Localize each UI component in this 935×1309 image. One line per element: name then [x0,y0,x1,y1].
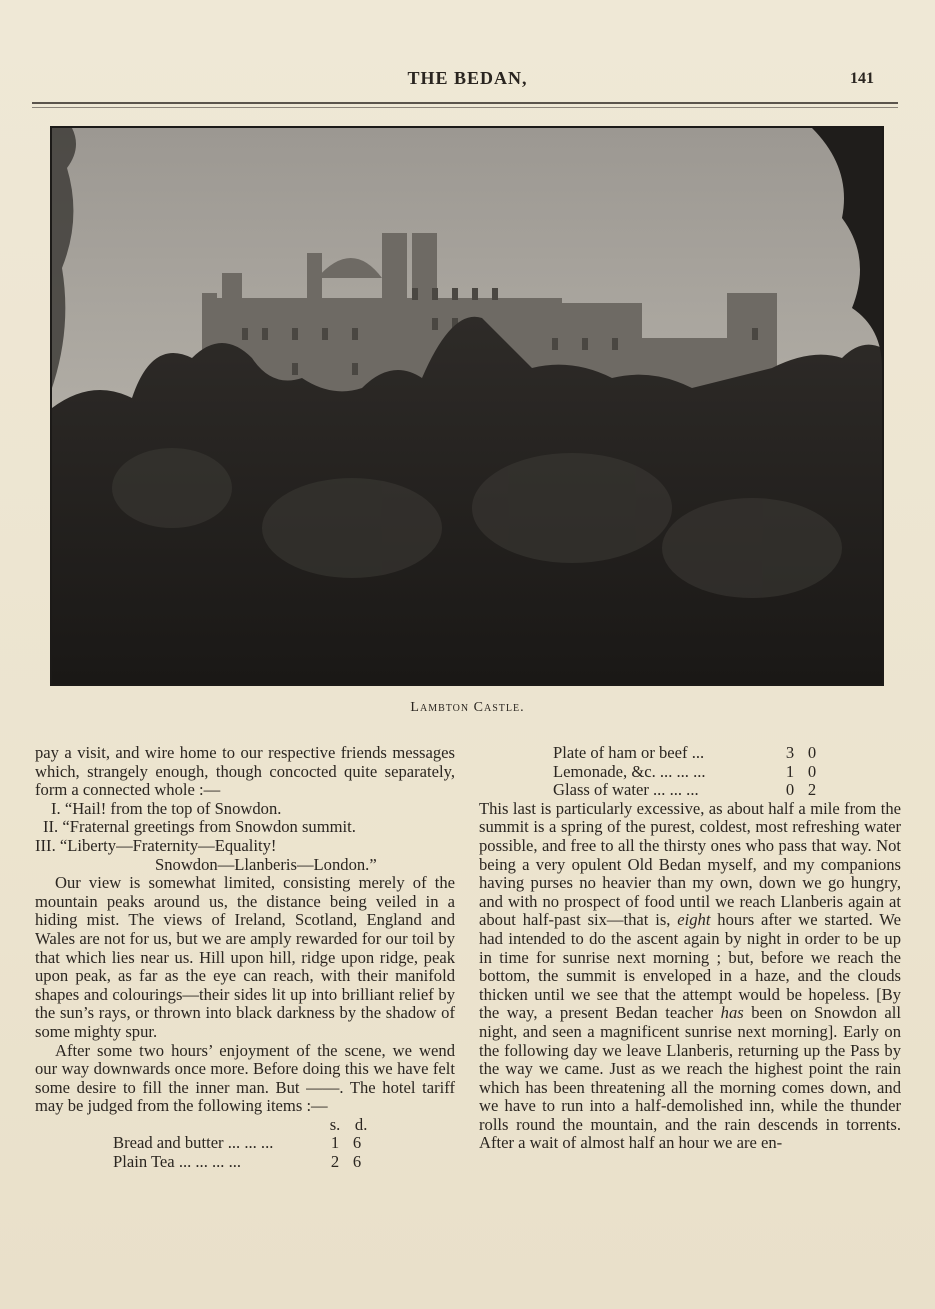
tariff-item: Bread and butter ... ... ... [113,1133,274,1153]
tariff-pence: 2 [807,780,817,800]
figure-caption: Lambton Castle. [410,700,525,715]
shillings-heading: s. [329,1114,341,1134]
tariff-pence: 6 [352,1133,362,1153]
header-rule [32,102,898,104]
tariff-row [479,781,901,800]
paragraph: After some two hours’ enjoyment of the scene, we wend our way downwards once more. Before doing this we have felt some desire to fill the inner man. But ——. The hotel tariff may be judged from the following items :— [35,1040,455,1116]
tariff-pence: 6 [352,1152,362,1172]
tariff-item: Plain Tea ... ... ... ... [113,1152,242,1172]
tariff-header [35,1116,455,1135]
list-item: III. “Liberty—Fraternity—Equality! [35,835,277,855]
tariff-item: Plate of ham or beef ... [553,743,705,762]
castle-photograph [50,126,884,686]
tariff-shillings: 1 [330,1133,340,1153]
tariff-shillings: 1 [785,761,795,781]
tariff-item: Glass of water ... ... ... [553,780,699,800]
list-item: I. “Hail! from the top of Snowdon. [51,798,282,818]
tariff-row [479,744,901,763]
tariff-item: Lemonade, &c. ... ... ... [553,761,706,781]
pence-heading: d. [354,1114,368,1134]
tariff-shillings: 3 [785,743,795,762]
paragraph: Our view is somewhat limited, consisting merely of the mountain peaks around us, the distance being veiled in a hiding mist. The views of Ireland, Scotland, England and Wales are not for us, but we are amply rewarded for our toil by that which lies near us. Hill upon hill, ridge upon ridge, peak upon peak, as far as the eye can reach, with their manifold shapes and colourings—their sides lit up into brilliant relief by the sun’s rays, or thrown into black darkness by the shadow of some mighty spur. [35,873,455,1041]
paragraph [479,800,901,1153]
paragraph: pay a visit, and wire home to our respective friends messages which, strangely enough, though concocted quite separately, form a connected whole :— [35,743,455,800]
tariff-row [479,763,901,782]
list-item: II. “Fraternal greetings from Snowdon summit. [43,817,356,837]
header-rule-thin [32,107,898,108]
emphasis-text: eight [677,910,711,930]
tariff-shillings: 0 [785,780,795,800]
right-column [479,744,901,1153]
text-run: hours after we started. We had intended to do the ascent again by night in order to be up in time for sunrise next morning ; but, before we reach the bottom, the summit is enveloped in a haze, and the clouds thicken until we see that the attempt would be hopeless. [By the way, a present Bedan teacher [479,910,901,1023]
page-number: 141 [850,70,874,87]
tariff-pence: 0 [807,743,817,762]
left-column [35,744,455,1172]
text-run: been on Snowdon all night, and seen a magnificent sunrise next morning]. Early on the following day we leave Llanberis, returning up the Pass by the way we came. Just as we reach the highest point the rain which has been threatening all the morning comes down, and we have to run into a half-demolished inn, while the thunder rolls round the mountain, and the rain descends in torrents. After a wait of almost half an hour we are en- [479,1003,901,1153]
text-run: This last is particularly excessive, as about half a mile from the summit is a spring of the purest, coldest, most refreshing water possible, and free to all the thirsty ones who pass that way. Not being a very opulent Old Bedan myself, and my companions having purses no heavier than my own, down we go hungry, and with no prospect of food until we reach Llanberis again at about half-past six—that is, [479,798,901,930]
telegram-signature: Snowdon—Llanberis—London.” [155,854,377,874]
tariff-shillings: 2 [330,1152,340,1172]
running-title: THE BEDAN, [407,68,528,88]
tariff-row [35,1153,455,1172]
tariff-pence: 0 [807,761,817,781]
emphasis-text: has [720,1003,744,1023]
tariff-row [35,1134,455,1153]
